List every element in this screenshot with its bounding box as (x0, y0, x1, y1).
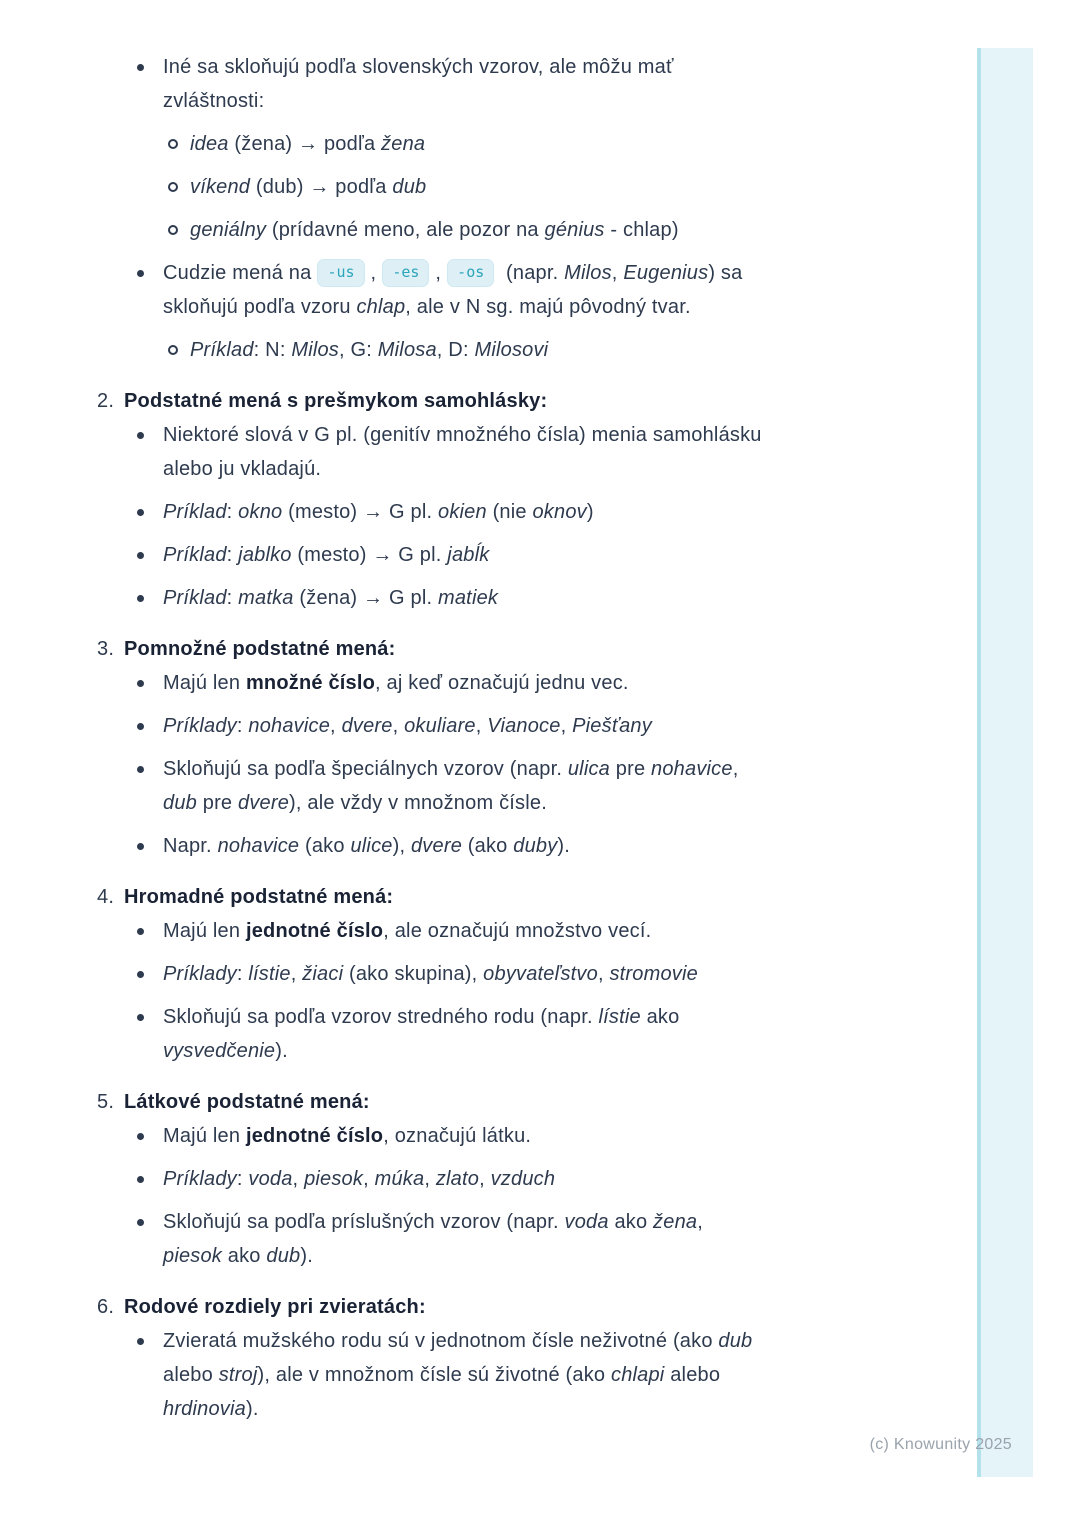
text-line (124, 632, 960, 666)
text-segment: Látkové podstatné mená: (124, 1091, 370, 1113)
text-segment: geniálny (190, 219, 267, 241)
bullet-marker (137, 1014, 144, 1021)
text-segment: hrdinovia (163, 1398, 246, 1420)
text-segment: množné číslo (245, 672, 376, 694)
text-segment: dub (392, 176, 427, 198)
text-line (163, 709, 960, 743)
item-text (124, 880, 960, 914)
text-line (163, 1392, 960, 1426)
text-segment: voda (564, 1211, 609, 1233)
text-line (163, 290, 960, 324)
text-segment: matka (238, 587, 294, 609)
text-segment: chlapi (611, 1364, 665, 1386)
text-segment: nohavice (217, 835, 300, 857)
text-segment: Piešťany (572, 715, 652, 737)
text-segment: , ale v N sg. majú pôvodný tvar. (405, 296, 691, 318)
text-segment: : (236, 1168, 249, 1190)
text-segment: dub (163, 792, 197, 814)
bullet-item (0, 666, 960, 700)
document-content (0, 50, 960, 1435)
bullet-item (0, 213, 960, 247)
bullet-item (0, 1324, 960, 1426)
text-line (163, 1358, 960, 1392)
circle-marker (168, 225, 178, 235)
text-segment: voda (248, 1168, 293, 1190)
text-segment: (ako (462, 835, 514, 857)
item-text (163, 581, 960, 615)
text-segment: chlap (356, 296, 406, 318)
text-line (124, 880, 960, 914)
text-segment: , (290, 963, 303, 985)
bullet-marker (137, 723, 144, 730)
bullet-item (0, 752, 960, 820)
text-segment: okno (238, 501, 283, 523)
text-segment: : N: (253, 339, 292, 361)
text-segment: , (292, 1168, 305, 1190)
text-line (190, 127, 960, 161)
text-segment: dvere (410, 835, 463, 857)
text-segment: , (424, 1168, 436, 1190)
text-segment: , (560, 715, 573, 737)
item-text (163, 829, 960, 863)
item-text (163, 709, 960, 743)
item-text (124, 1085, 960, 1119)
item-text (163, 50, 960, 118)
item-text (190, 333, 960, 367)
text-segment: alebo (664, 1364, 721, 1386)
text-segment: : (226, 587, 239, 609)
suffix-badge: -us (317, 259, 364, 287)
item-text (124, 632, 960, 666)
numbered-section-heading (0, 632, 960, 666)
text-segment: (žena) → podľa (228, 133, 382, 155)
bullet-item (0, 538, 960, 572)
text-segment: (žena) → G pl. (293, 587, 438, 609)
text-segment: , (479, 1168, 491, 1190)
text-segment: jednotné číslo (245, 920, 384, 942)
text-segment: Príklad (163, 501, 227, 523)
text-segment: Príklad (163, 587, 227, 609)
section-number: 6. (97, 1296, 115, 1318)
section-number: 5. (97, 1091, 115, 1113)
bullet-item (0, 1119, 960, 1153)
bullet-item (0, 418, 960, 486)
text-segment: dub (266, 1245, 301, 1267)
item-text (163, 1205, 960, 1273)
circle-marker (168, 182, 178, 192)
text-segment: (dub) → podľa (250, 176, 393, 198)
text-line (163, 495, 960, 529)
text-segment: : (236, 715, 249, 737)
text-segment: (ako skupina), (343, 963, 484, 985)
text-segment: dub (718, 1330, 753, 1352)
text-segment: , (435, 262, 442, 284)
text-line (163, 914, 960, 948)
bullet-item (0, 1205, 960, 1273)
bullet-marker (137, 270, 144, 277)
text-segment: , (330, 715, 342, 737)
text-segment: ). (245, 1398, 259, 1420)
bullet-item (0, 914, 960, 948)
text-segment: , (392, 715, 405, 737)
text-segment: ako (640, 1006, 680, 1028)
text-line (163, 50, 960, 84)
bullet-item (0, 495, 960, 529)
text-segment: víkend (190, 176, 251, 198)
item-text (163, 256, 960, 324)
text-segment: ), ale v množnom čísle sú životné (ako (257, 1364, 611, 1386)
text-segment: (mesto) → G pl. (291, 544, 448, 566)
item-text (163, 666, 960, 700)
text-segment: jablko (238, 544, 292, 566)
text-segment: ). (275, 1040, 288, 1062)
text-segment: Niektoré slová v G pl. (genitív množného čísla) menia samohlásku (163, 424, 762, 446)
text-line (163, 829, 960, 863)
bullet-item (0, 170, 960, 204)
text-line (163, 1205, 960, 1239)
section-number: 3. (97, 638, 115, 660)
text-segment: idea (190, 133, 229, 155)
text-line (190, 170, 960, 204)
text-segment: okien (438, 501, 487, 523)
text-segment: žena (653, 1211, 698, 1233)
text-segment: Napr. (163, 835, 218, 857)
text-line (163, 957, 960, 991)
bullet-marker (137, 1133, 144, 1140)
numbered-section-heading (0, 1085, 960, 1119)
text-segment: ) sa (708, 262, 743, 284)
text-segment: Cudzie mená na (163, 262, 312, 284)
item-text (163, 495, 960, 529)
text-line (163, 84, 960, 118)
item-text (163, 538, 960, 572)
numbered-section-heading (0, 1290, 960, 1324)
text-segment: Rodové rozdiely pri zvieratách: (124, 1296, 426, 1318)
bullet-item (0, 957, 960, 991)
text-segment: Majú len (163, 672, 246, 694)
text-line (190, 213, 960, 247)
text-line (163, 1324, 960, 1358)
text-line (163, 1119, 960, 1153)
bullet-marker (137, 843, 144, 850)
item-text (163, 1119, 960, 1153)
text-segment: Majú len (163, 920, 246, 942)
text-segment: alebo (163, 1364, 219, 1386)
suffix-badge: -os (447, 259, 494, 287)
text-segment: , (697, 1211, 703, 1233)
text-segment: stromovie (609, 963, 698, 985)
bullet-marker (137, 1338, 144, 1345)
item-text (124, 384, 960, 418)
suffix-badge: -es (382, 259, 429, 287)
text-line (163, 666, 960, 700)
text-line (124, 1085, 960, 1119)
text-segment: : (236, 963, 249, 985)
text-segment: Milos (291, 339, 339, 361)
text-segment: vzduch (490, 1168, 556, 1190)
text-segment: okuliare (404, 715, 476, 737)
text-segment: Vianoce (487, 715, 561, 737)
text-segment: pre (610, 758, 652, 780)
bullet-item (0, 1000, 960, 1068)
text-segment: Milos (564, 262, 612, 284)
text-line (163, 452, 960, 486)
text-segment: ) (586, 501, 594, 523)
text-segment: oknov (532, 501, 587, 523)
text-segment: , ale označujú množstvo vecí. (383, 920, 652, 942)
text-segment: , označujú látku. (383, 1125, 532, 1147)
text-line (163, 1239, 960, 1273)
item-text (163, 1324, 960, 1426)
bullet-marker (137, 1176, 144, 1183)
accent-stripe (977, 48, 1033, 1477)
text-segment: ), ale vždy v množnom čísle. (289, 792, 547, 814)
bullet-marker (137, 552, 144, 559)
text-segment: ), (392, 835, 411, 857)
text-line (163, 1000, 960, 1034)
text-segment: ulice (350, 835, 393, 857)
text-segment: alebo ju vkladajú. (163, 458, 322, 480)
text-segment: obyvateľstvo (483, 963, 598, 985)
item-text (124, 1290, 960, 1324)
text-segment: Skloňujú sa podľa príslušných vzorov (napr. (163, 1211, 565, 1233)
text-segment: Eugenius (623, 262, 709, 284)
bullet-marker (137, 509, 144, 516)
text-segment: ako (608, 1211, 654, 1233)
bullet-marker (137, 971, 144, 978)
numbered-section-heading (0, 384, 960, 418)
text-segment: Príklady (163, 963, 237, 985)
text-segment: jabĺk (447, 544, 490, 566)
bullet-item (0, 127, 960, 161)
section-number: 2. (97, 390, 115, 412)
text-line (124, 1290, 960, 1324)
text-segment: zvláštnosti: (163, 90, 265, 112)
bullet-item (0, 1162, 960, 1196)
text-segment: vysvedčenie (163, 1040, 276, 1062)
text-segment: ako (222, 1245, 267, 1267)
copyright-footer: (c) Knowunity 2025 (869, 1436, 1012, 1453)
text-line (163, 752, 960, 786)
text-segment: , aj keď označujú jednu vec. (375, 672, 629, 694)
bullet-marker (137, 64, 144, 71)
text-segment: : (226, 501, 239, 523)
text-line (163, 786, 960, 820)
item-text (163, 1162, 960, 1196)
text-segment: lístie (248, 963, 291, 985)
text-segment: Majú len (163, 1125, 246, 1147)
text-segment: ulica (567, 758, 610, 780)
bullet-item (0, 709, 960, 743)
text-segment: Milosovi (474, 339, 549, 361)
text-line (163, 538, 960, 572)
text-segment: piesok (304, 1168, 364, 1190)
text-segment: , (475, 715, 488, 737)
text-line (163, 256, 960, 290)
text-segment: skloňujú podľa vzoru (163, 296, 357, 318)
item-text (190, 213, 960, 247)
text-segment: Zvieratá mužského rodu sú v jednotnom čísle neživotné (ako (163, 1330, 719, 1352)
bullet-item (0, 581, 960, 615)
text-line (163, 1162, 960, 1196)
text-segment: (prídavné meno, ale pozor na (266, 219, 545, 241)
text-segment: pre (196, 792, 239, 814)
text-segment: , D: (436, 339, 475, 361)
item-text (163, 1000, 960, 1068)
text-segment: dvere (341, 715, 393, 737)
text-segment: (napr. (500, 262, 565, 284)
circle-marker (168, 139, 178, 149)
text-segment: , (597, 963, 610, 985)
text-segment: zlato (435, 1168, 480, 1190)
bullet-marker (137, 928, 144, 935)
text-segment: (nie (486, 501, 533, 523)
item-text (190, 127, 960, 161)
bullet-item (0, 829, 960, 863)
text-line (163, 1034, 960, 1068)
text-segment: ). (557, 835, 571, 857)
text-segment: , (611, 262, 624, 284)
text-line (163, 581, 960, 615)
bullet-marker (137, 766, 144, 773)
circle-marker (168, 345, 178, 355)
section-number: 4. (97, 886, 115, 908)
text-segment: piesok (163, 1245, 223, 1267)
text-segment: - chlap) (604, 219, 679, 241)
text-segment: žena (381, 133, 426, 155)
text-segment: (mesto) → G pl. (282, 501, 438, 523)
text-segment: Podstatné mená s prešmykom samohlásky: (124, 390, 548, 412)
text-segment: Príklad (190, 339, 254, 361)
text-segment: Hromadné podstatné mená: (124, 886, 394, 908)
text-segment: Skloňujú sa podľa špeciálnych vzorov (napr. (163, 758, 568, 780)
text-line (190, 333, 960, 367)
bullet-item (0, 333, 960, 367)
text-segment: nohavice (651, 758, 733, 780)
bullet-item (0, 256, 960, 324)
text-segment: stroj (218, 1364, 258, 1386)
text-segment: Skloňujú sa podľa vzorov stredného rodu (napr. (163, 1006, 599, 1028)
text-segment: lístie (598, 1006, 641, 1028)
item-text (163, 752, 960, 820)
text-segment: (ako (299, 835, 351, 857)
text-segment: , (363, 1168, 375, 1190)
text-segment: , (732, 758, 739, 780)
bullet-marker (137, 432, 144, 439)
accent-stripe-edge (977, 48, 981, 1477)
text-segment: : (226, 544, 239, 566)
text-segment: Iné sa skloňujú podľa slovenských vzorov, ale môžu mať (163, 56, 674, 78)
text-segment: ). (300, 1245, 313, 1267)
text-segment: nohavice (248, 715, 331, 737)
bullet-marker (137, 680, 144, 687)
text-segment: Pomnožné podstatné mená: (124, 638, 396, 660)
bullet-marker (137, 1219, 144, 1226)
numbered-section-heading (0, 880, 960, 914)
text-line (124, 384, 960, 418)
item-text (190, 170, 960, 204)
bullet-item (0, 50, 960, 118)
text-segment: duby (513, 835, 558, 857)
text-segment: matiek (438, 587, 499, 609)
text-segment: Príklady (163, 715, 237, 737)
item-text (163, 914, 960, 948)
text-segment: , G: (339, 339, 378, 361)
text-segment: Príklady (163, 1168, 237, 1190)
text-segment: múka (374, 1168, 425, 1190)
text-segment: žiaci (302, 963, 344, 985)
bullet-marker (137, 595, 144, 602)
text-segment: Príklad (163, 544, 227, 566)
item-text (163, 418, 960, 486)
text-segment: Milosa (377, 339, 437, 361)
item-text (163, 957, 960, 991)
text-segment: dvere (238, 792, 290, 814)
text-segment: jednotné číslo (245, 1125, 384, 1147)
text-segment: , (370, 262, 377, 284)
text-segment: génius (544, 219, 605, 241)
text-line (163, 418, 960, 452)
